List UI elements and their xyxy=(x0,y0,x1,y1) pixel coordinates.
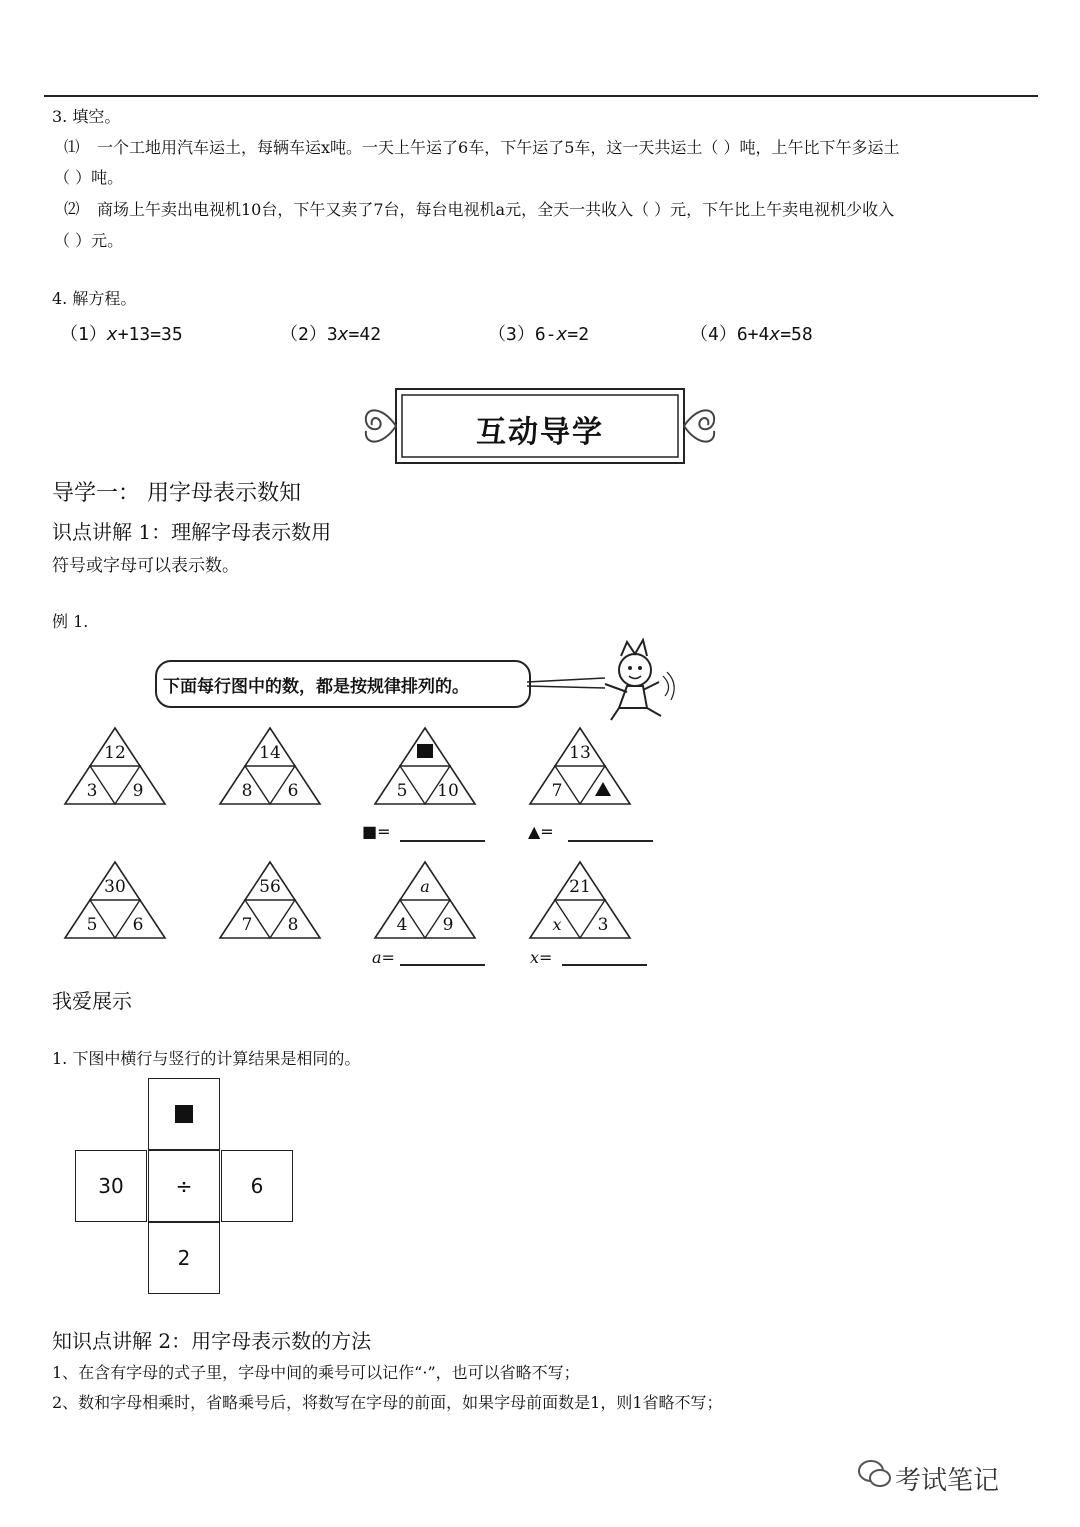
triangle-top-value: 30 xyxy=(104,877,126,897)
equation-4: （4）6+4x=58 xyxy=(690,324,813,345)
triangle-row-2 xyxy=(60,858,740,942)
point2-rule-2: 2、数和字母相乘时，省略乘号后，将数写在字母的前面，如果字母前面数是1，则1省略不写； xyxy=(52,1393,723,1412)
speech-bubble xyxy=(155,660,531,708)
q3-p2-line2: （ ）元。 xyxy=(54,231,124,250)
triangle-left-value: 5 xyxy=(86,915,98,935)
point2-rule-1: 1、在含有字母的式子里，字母中间的乘号可以记作“·”，也可以省略不写； xyxy=(52,1363,580,1382)
answer-square-blank[interactable] xyxy=(400,840,485,842)
top-rule xyxy=(44,95,1038,97)
number-triangle xyxy=(65,862,165,938)
number-triangle xyxy=(530,728,630,804)
wechat-icon xyxy=(857,1458,893,1490)
triangle-right-value: 8 xyxy=(287,915,299,935)
point2-heading: 知识点讲解 2：用字母表示数的方法 xyxy=(52,1329,372,1353)
triangle-top-value: 13 xyxy=(569,743,591,763)
triangle-right-value: 3 xyxy=(597,915,609,935)
point1-text: 符号或字母可以表示数。 xyxy=(52,556,239,576)
answer-triangle-label: ▲= xyxy=(528,822,554,841)
example-label: 例 1. xyxy=(52,612,89,631)
q3-p1-line1: 一个工地用汽车运土，每辆车运x吨。一天上午运了6车，下午运了5车，这一天共运土（ ）吨，上午比下午多运土 xyxy=(97,138,900,157)
black-square-icon xyxy=(417,744,433,758)
triangle-top-value: 21 xyxy=(569,877,591,897)
q3-p1-line2: （ ）吨。 xyxy=(54,168,124,187)
answer-x-blank[interactable] xyxy=(562,964,647,966)
number-triangle xyxy=(220,728,320,804)
number-triangle xyxy=(530,862,630,938)
equation-2: （2）3x=42 xyxy=(280,324,382,345)
triangle-left-value: x xyxy=(552,915,562,934)
answer-a-blank[interactable] xyxy=(400,964,485,966)
triangle-top-value: 12 xyxy=(104,743,126,763)
equation-1: （1）x+13=35 xyxy=(60,324,183,345)
triangle-top-value: 14 xyxy=(259,743,281,763)
triangle-right-value: 10 xyxy=(437,781,459,801)
triangle-left-value: 4 xyxy=(396,915,408,935)
number-triangle xyxy=(65,728,165,804)
section-banner xyxy=(358,385,722,467)
watermark-text: 考试笔记 xyxy=(895,1466,1000,1496)
triangle-right-value: 9 xyxy=(132,781,144,801)
show-heading: 我爱展示 xyxy=(52,989,132,1013)
number-triangle xyxy=(220,862,320,938)
number-triangle xyxy=(375,862,475,938)
cross-cell-left: 30 xyxy=(75,1150,147,1222)
triangle-right-value: 9 xyxy=(442,915,454,935)
number-triangle xyxy=(375,728,475,804)
equation-3: （3）6-x=2 xyxy=(488,324,590,345)
triangle-top-value: 56 xyxy=(259,877,281,897)
triangle-top-value: a xyxy=(420,877,430,896)
triangle-left-value: 7 xyxy=(241,915,253,935)
cross-cell-top xyxy=(148,1078,220,1150)
black-square-icon xyxy=(175,1105,193,1123)
cross-cell-center: ÷ xyxy=(148,1150,220,1222)
triangle-left-value: 7 xyxy=(551,781,563,801)
cartoon-character-icon xyxy=(527,636,677,726)
answer-x-label: x= xyxy=(530,948,553,967)
answer-square-label: ■= xyxy=(362,822,391,841)
triangle-left-value: 8 xyxy=(241,781,253,801)
q3-p1-label: ⑴ xyxy=(64,138,80,156)
cross-cell-bottom: 2 xyxy=(148,1222,220,1294)
triangle-inner xyxy=(555,766,605,804)
answer-triangle-blank[interactable] xyxy=(568,840,653,842)
speech-text: 下面每行图中的数，都是按规律排列的。 xyxy=(163,677,469,697)
guide1-heading: 导学一： 用字母表示数知 xyxy=(52,481,301,506)
triangle-right-value: 6 xyxy=(287,781,299,801)
q4-title: 4. 解方程。 xyxy=(52,289,137,308)
q3-p2-label: ⑵ xyxy=(64,200,80,218)
triangle-row-1 xyxy=(60,724,740,808)
q3-p2-line1: 商场上午卖出电视机10台，下午又卖了7台，每台电视机a元，全天一共收入（ ）元，下午比上午卖电视机少收入 xyxy=(97,200,895,219)
answer-a-label: a= xyxy=(372,948,395,967)
triangle-right-value: 6 xyxy=(132,915,144,935)
triangle-left-value: 3 xyxy=(86,781,98,801)
triangle-left-value: 5 xyxy=(396,781,408,801)
show-item-1: 1. 下图中横行与竖行的计算结果是相同的。 xyxy=(52,1049,361,1068)
black-triangle-icon xyxy=(595,782,611,796)
cross-cell-right: 6 xyxy=(221,1150,293,1222)
point1-heading: 识点讲解 1：理解字母表示数用 xyxy=(52,520,332,544)
banner-title: 互动导学 xyxy=(476,415,604,450)
q3-title: 3. 填空。 xyxy=(52,107,121,126)
